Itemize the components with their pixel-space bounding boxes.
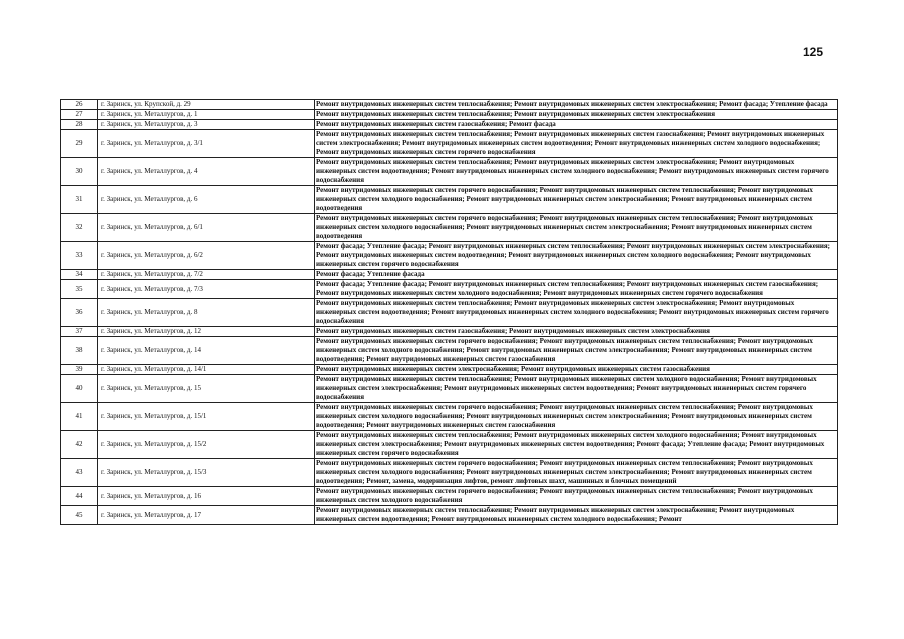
row-number-cell: 44 [61, 487, 98, 506]
table-row [61, 365, 838, 375]
table-row [61, 506, 838, 525]
works-cell: Ремонт внутридомовых инженерных систем теплоснабжения; Ремонт внутридомовых инженерных систем электроснабжения; Ремонт внутридомовых инженерных систем водоотведения; Ремонт внутридомовых инженерных систем холодного водоснабжения; Ремонт внутридомовых инженерных систем горячего водоснабжения [315, 299, 838, 327]
works-cell: Ремонт внутридомовых инженерных систем горячего водоснабжения; Ремонт внутридомовых инженерных систем теплоснабжения; Ремонт внутридомовых инженерных систем холодного водоснабжения; Ремонт внутридомовых инженерных систем электроснабжения; Ремонт внутридомовых инженерных систем водоотведения; Ремонт, замена, модернизация лифтов, ремонт лифтовых шахт, машинных и блочных помещений [315, 459, 838, 487]
page-number: 125 [802, 45, 823, 59]
row-number-cell: 31 [61, 186, 98, 214]
works-cell: Ремонт внутридомовых инженерных систем теплоснабжения; Ремонт внутридомовых инженерных систем электроснабжения; Ремонт внутридомовых инженерных систем водоотведения; Ремонт внутридомовых инженерных систем холодного водоснабжения; Ремонт [315, 506, 838, 525]
address-cell: г. Заринск, ул. Металлургов, д. 7/2 [98, 270, 315, 280]
address-cell: г. Заринск, ул. Металлургов, д. 1 [98, 110, 315, 120]
table-row [61, 337, 838, 365]
works-cell: Ремонт внутридомовых инженерных систем теплоснабжения; Ремонт внутридомовых инженерных систем холодного водоснабжения; Ремонт внутридомовых инженерных систем электроснабжения; Ремонт внутридомовых инженерных систем водоотведения; Ремонт фасада; Утепление фасада; Ремонт внутридомовых инженерных систем горячего водоснабжения [315, 431, 838, 459]
table-row [61, 487, 838, 506]
row-number-cell: 45 [61, 506, 98, 525]
row-number-cell: 28 [61, 120, 98, 130]
row-number-cell: 38 [61, 337, 98, 365]
works-cell: Ремонт внутридомовых инженерных систем теплоснабжения; Ремонт внутридомовых инженерных систем газоснабжения; Ремонт внутридомовых инженерных систем электроснабжения; Ремонт внутридомовых инженерных систем водоотведения; Ремонт внутридомовых инженерных систем холодного водоснабжения; Ремонт внутридомовых инженерных систем горячего водоснабжения [315, 130, 838, 158]
table-row [61, 110, 838, 120]
address-cell: г. Заринск, ул. Металлургов, д. 7/3 [98, 280, 315, 299]
address-cell: г. Заринск, ул. Металлургов, д. 14 [98, 337, 315, 365]
address-cell: г. Заринск, ул. Металлургов, д. 15/2 [98, 431, 315, 459]
works-cell: Ремонт внутридомовых инженерных систем теплоснабжения; Ремонт внутридомовых инженерных систем холодного водоснабжения; Ремонт внутридомовых инженерных систем электроснабжения; Ремонт внутридомовых инженерных систем водоотведения; Ремонт внутридомовых инженерных систем горячего водоснабжения [315, 375, 838, 403]
works-cell: Ремонт внутридомовых инженерных систем теплоснабжения; Ремонт внутридомовых инженерных систем электроснабжения; Ремонт фасада; Утепление фасада [315, 100, 838, 110]
address-cell: г. Заринск, ул. Металлургов, д. 16 [98, 487, 315, 506]
address-cell: г. Заринск, ул. Металлургов, д. 17 [98, 506, 315, 525]
address-cell: г. Заринск, ул. Металлургов, д. 3/1 [98, 130, 315, 158]
works-cell: Ремонт внутридомовых инженерных систем горячего водоснабжения; Ремонт внутридомовых инженерных систем теплоснабжения; Ремонт внутридомовых инженерных систем холодного водоснабжения [315, 487, 838, 506]
works-cell: Ремонт внутридомовых инженерных систем горячего водоснабжения; Ремонт внутридомовых инженерных систем теплоснабжения; Ремонт внутридомовых инженерных систем холодного водоснабжения; Ремонт внутридомовых инженерных систем электроснабжения; Ремонт внутридомовых инженерных систем водоотведения; Ремонт внутридомовых инженерных систем газоснабжения [315, 337, 838, 365]
works-cell: Ремонт внутридомовых инженерных систем горячего водоснабжения; Ремонт внутридомовых инженерных систем теплоснабжения; Ремонт внутридомовых инженерных систем холодного водоснабжения; Ремонт внутридомовых инженерных систем электроснабжения; Ремонт внутридомовых инженерных систем водоотведения; Ремонт внутридомовых инженерных систем газоснабжения [315, 403, 838, 431]
row-number-cell: 27 [61, 110, 98, 120]
row-number-cell: 26 [61, 100, 98, 110]
row-number-cell: 29 [61, 130, 98, 158]
table-row [61, 280, 838, 299]
works-cell: Ремонт внутридомовых инженерных систем теплоснабжения; Ремонт внутридомовых инженерных систем электроснабжения [315, 110, 838, 120]
row-number-cell: 36 [61, 299, 98, 327]
table-row [61, 186, 838, 214]
table-row [61, 403, 838, 431]
works-cell: Ремонт внутридомовых инженерных систем горячего водоснабжения; Ремонт внутридомовых инженерных систем теплоснабжения; Ремонт внутридомовых инженерных систем холодного водоснабжения; Ремонт внутридомовых инженерных систем электроснабжения; Ремонт внутридомовых инженерных систем водоотведения [315, 186, 838, 214]
address-cell: г. Заринск, ул. Металлургов, д. 15 [98, 375, 315, 403]
works-cell: Ремонт фасада; Утепление фасада; Ремонт внутридомовых инженерных систем теплоснабжения; Ремонт внутридомовых инженерных систем газоснабжения; Ремонт внутридомовых инженерных систем холодного водоснабжения; Ремонт внутридомовых инженерных систем горячего водоснабжения [315, 280, 838, 299]
table-row [61, 431, 838, 459]
table-row [61, 120, 838, 130]
address-cell: г. Заринск, ул. Крупской, д. 29 [98, 100, 315, 110]
row-number-cell: 32 [61, 214, 98, 242]
row-number-cell: 40 [61, 375, 98, 403]
works-cell: Ремонт фасада; Утепление фасада [315, 270, 838, 280]
works-cell: Ремонт фасада; Утепление фасада; Ремонт внутридомовых инженерных систем теплоснабжения; Ремонт внутридомовых инженерных систем электроснабжения; Ремонт внутридомовых инженерных систем водоотведения; Ремонт внутридомовых инженерных систем холодного водоснабжения; Ремонт внутридомовых инженерных систем горячего водоснабжения [315, 242, 838, 270]
row-number-cell: 41 [61, 403, 98, 431]
address-cell: г. Заринск, ул. Металлургов, д. 6/1 [98, 214, 315, 242]
works-cell: Ремонт внутридомовых инженерных систем электроснабжения; Ремонт внутридомовых инженерных систем газоснабжения [315, 365, 838, 375]
table-row [61, 242, 838, 270]
address-cell: г. Заринск, ул. Металлургов, д. 14/1 [98, 365, 315, 375]
address-cell: г. Заринск, ул. Металлургов, д. 6 [98, 186, 315, 214]
row-number-cell: 30 [61, 158, 98, 186]
table-row [61, 130, 838, 158]
row-number-cell: 39 [61, 365, 98, 375]
address-cell: г. Заринск, ул. Металлургов, д. 3 [98, 120, 315, 130]
works-cell: Ремонт внутридомовых инженерных систем горячего водоснабжения; Ремонт внутридомовых инженерных систем теплоснабжения; Ремонт внутридомовых инженерных систем холодного водоснабжения; Ремонт внутридомовых инженерных систем электроснабжения; Ремонт внутридомовых инженерных систем водоотведения [315, 214, 838, 242]
table-row [61, 158, 838, 186]
address-cell: г. Заринск, ул. Металлургов, д. 4 [98, 158, 315, 186]
row-number-cell: 42 [61, 431, 98, 459]
address-cell: г. Заринск, ул. Металлургов, д. 12 [98, 327, 315, 337]
works-cell: Ремонт внутридомовых инженерных систем газоснабжения; Ремонт фасада [315, 120, 838, 130]
address-cell: г. Заринск, ул. Металлургов, д. 8 [98, 299, 315, 327]
works-cell: Ремонт внутридомовых инженерных систем газоснабжения; Ремонт внутридомовых инженерных систем электроснабжения [315, 327, 838, 337]
table-row [61, 327, 838, 337]
row-number-cell: 34 [61, 270, 98, 280]
table-row [61, 100, 838, 110]
registry-body [61, 100, 838, 525]
table-row [61, 375, 838, 403]
row-number-cell: 43 [61, 459, 98, 487]
table-row [61, 459, 838, 487]
row-number-cell: 35 [61, 280, 98, 299]
table-row [61, 270, 838, 280]
address-cell: г. Заринск, ул. Металлургов, д. 15/3 [98, 459, 315, 487]
table-row [61, 299, 838, 327]
address-cell: г. Заринск, ул. Металлургов, д. 15/1 [98, 403, 315, 431]
address-cell: г. Заринск, ул. Металлургов, д. 6/2 [98, 242, 315, 270]
table-row [61, 214, 838, 242]
repair-registry-table [60, 99, 838, 525]
row-number-cell: 37 [61, 327, 98, 337]
row-number-cell: 33 [61, 242, 98, 270]
works-cell: Ремонт внутридомовых инженерных систем теплоснабжения; Ремонт внутридомовых инженерных систем электроснабжения; Ремонт внутридомовых инженерных систем водоотведения; Ремонт внутридомовых инженерных систем холодного водоснабжения; Ремонт внутридомовых инженерных систем горячего водоснабжения [315, 158, 838, 186]
